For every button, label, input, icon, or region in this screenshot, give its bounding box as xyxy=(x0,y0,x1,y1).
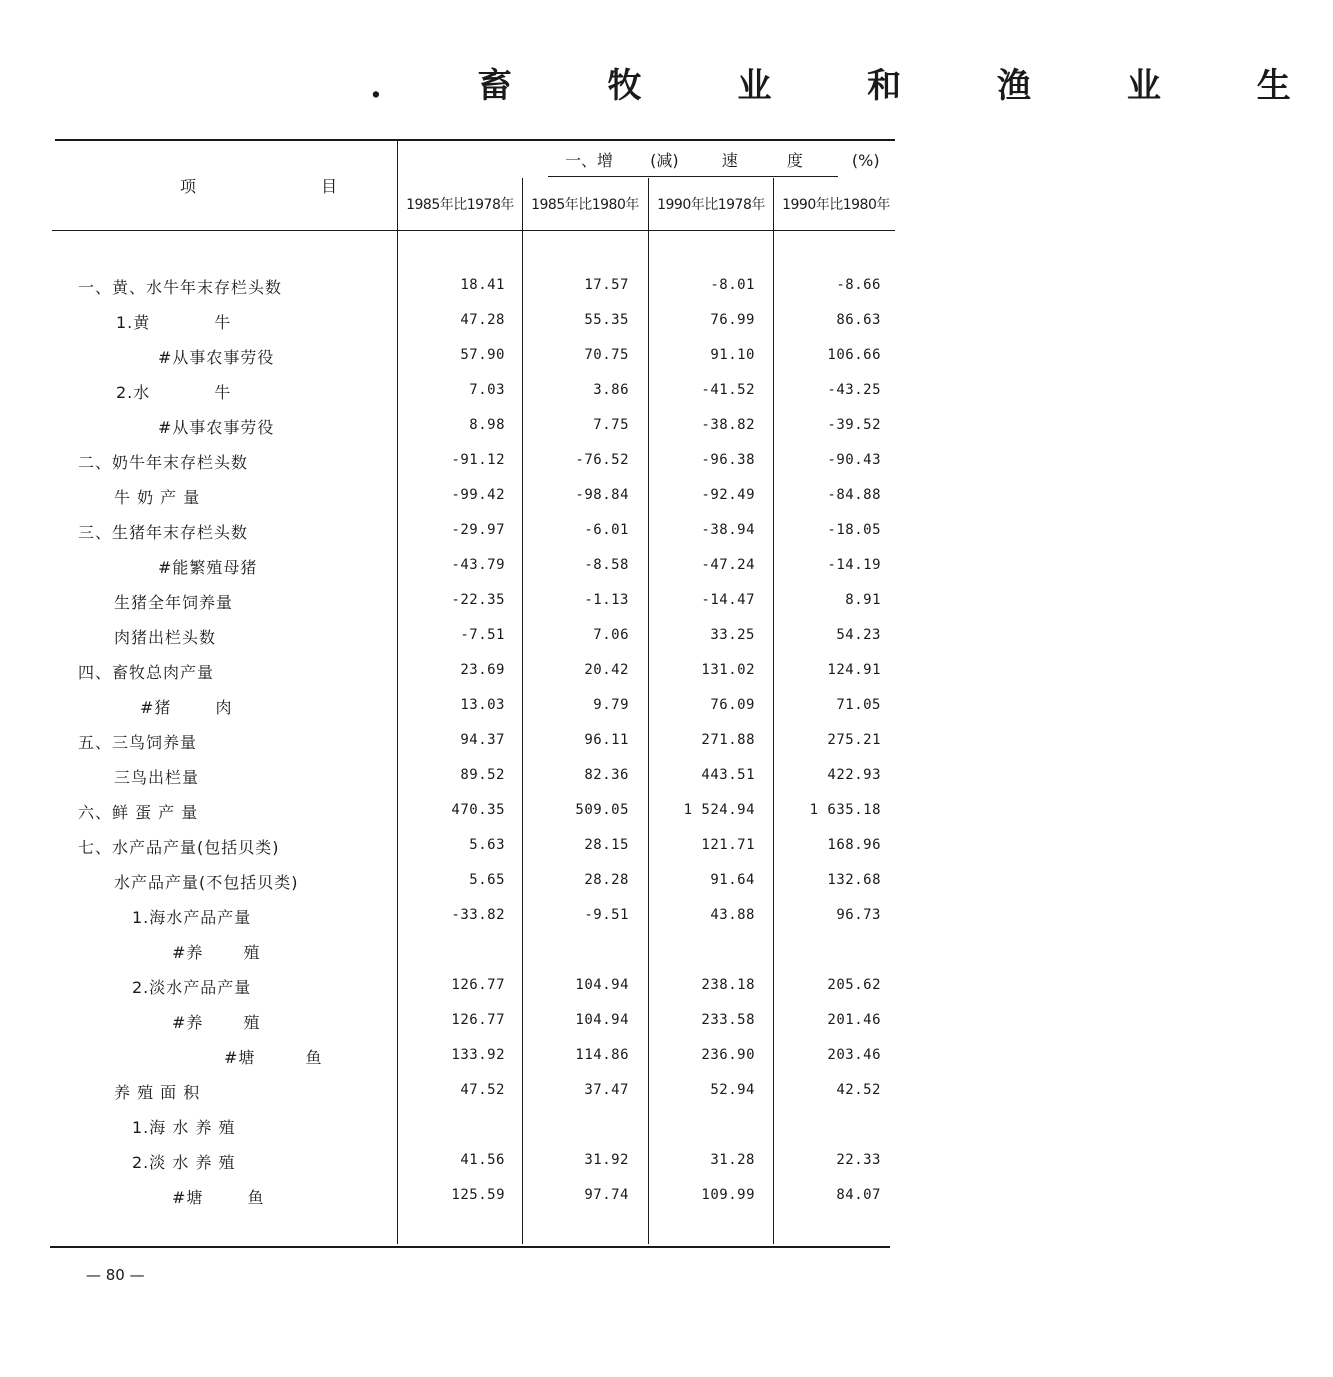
table-row xyxy=(0,555,900,590)
row-label: 三、生猪年末存栏头数 xyxy=(78,523,249,542)
row-value: -38.94 xyxy=(701,522,755,538)
row-value: 22.33 xyxy=(836,1152,881,1168)
row-value: -41.52 xyxy=(701,382,755,398)
row-value: 7.75 xyxy=(593,417,629,433)
row-value: -33.82 xyxy=(451,907,505,923)
table-row xyxy=(0,380,900,415)
row-value: 8.91 xyxy=(845,592,881,608)
row-value: 509.05 xyxy=(575,802,629,818)
column-header: 1990年比1980年 xyxy=(782,197,890,213)
row-value: 89.52 xyxy=(460,767,505,783)
row-value: 13.03 xyxy=(460,697,505,713)
row-value: -14.19 xyxy=(827,557,881,573)
row-value: -90.43 xyxy=(827,452,881,468)
row-value: 97.74 xyxy=(584,1187,629,1203)
row-label: 六、鲜 蛋 产 量 xyxy=(78,803,199,822)
header-group-paren: (减) xyxy=(650,151,679,170)
row-value: -43.79 xyxy=(451,557,505,573)
table-row xyxy=(0,1115,900,1150)
table-row xyxy=(0,695,900,730)
row-value: 275.21 xyxy=(827,732,881,748)
row-value: -38.82 xyxy=(701,417,755,433)
row-value: 203.46 xyxy=(827,1047,881,1063)
row-value: 7.03 xyxy=(469,382,505,398)
header-group-prefix: 一、增 xyxy=(565,151,614,170)
row-label: #从事农事劳役 xyxy=(158,348,275,367)
row-label: 2.淡 水 养 殖 xyxy=(132,1153,236,1172)
header-bottom-rule xyxy=(52,230,895,231)
header-group-label xyxy=(565,148,880,171)
row-value: 52.94 xyxy=(710,1082,755,1098)
row-label: 七、水产品产量(包括贝类) xyxy=(78,838,280,857)
row-value: -6.01 xyxy=(584,522,629,538)
row-label: #猪 肉 xyxy=(140,698,233,717)
row-value: 201.46 xyxy=(827,1012,881,1028)
row-value: 42.52 xyxy=(836,1082,881,1098)
row-value: 422.93 xyxy=(827,767,881,783)
row-value: 91.10 xyxy=(710,347,755,363)
table-row xyxy=(0,275,900,310)
row-label: #能繁殖母猪 xyxy=(158,558,258,577)
row-value: 28.15 xyxy=(584,837,629,853)
row-value: -91.12 xyxy=(451,452,505,468)
row-label: 牛 奶 产 量 xyxy=(114,488,201,507)
row-value: 8.98 xyxy=(469,417,505,433)
row-value: 76.99 xyxy=(710,312,755,328)
table-row xyxy=(0,1080,900,1115)
table-row xyxy=(0,765,900,800)
row-value: 236.90 xyxy=(701,1047,755,1063)
table-row xyxy=(0,450,900,485)
row-value: 5.63 xyxy=(469,837,505,853)
row-label: 1.海水产品产量 xyxy=(132,908,252,927)
table-row xyxy=(0,625,900,660)
row-value: -9.51 xyxy=(584,907,629,923)
row-value: 84.07 xyxy=(836,1187,881,1203)
row-value: 31.92 xyxy=(584,1152,629,1168)
row-value: 82.36 xyxy=(584,767,629,783)
row-value: -92.49 xyxy=(701,487,755,503)
row-value: 3.86 xyxy=(593,382,629,398)
row-label: #养 殖 xyxy=(172,1013,261,1032)
row-value: 91.64 xyxy=(710,872,755,888)
row-value: -39.52 xyxy=(827,417,881,433)
table-row xyxy=(0,415,900,450)
row-value: 20.42 xyxy=(584,662,629,678)
header-group-unit: (%) xyxy=(851,151,880,170)
row-value: 168.96 xyxy=(827,837,881,853)
row-label: 1.海 水 养 殖 xyxy=(132,1118,236,1137)
row-value: 126.77 xyxy=(451,1012,505,1028)
row-value: 96.73 xyxy=(836,907,881,923)
row-value: 86.63 xyxy=(836,312,881,328)
row-value: 54.23 xyxy=(836,627,881,643)
row-value: 7.06 xyxy=(593,627,629,643)
table-bottom-rule xyxy=(50,1246,890,1248)
row-value: 18.41 xyxy=(460,277,505,293)
row-value: 9.79 xyxy=(593,697,629,713)
row-label: 生猪全年饲养量 xyxy=(114,593,234,612)
table-row xyxy=(0,310,900,345)
row-value: -84.88 xyxy=(827,487,881,503)
table-row xyxy=(0,660,900,695)
row-label: 一、黄、水牛年末存栏头数 xyxy=(78,278,283,297)
row-value: 131.02 xyxy=(701,662,755,678)
row-value: -8.66 xyxy=(836,277,881,293)
row-value: -14.47 xyxy=(701,592,755,608)
table-row xyxy=(0,1150,900,1185)
table-row xyxy=(0,1045,900,1080)
row-value: 109.99 xyxy=(701,1187,755,1203)
row-value: 17.57 xyxy=(584,277,629,293)
row-value: 31.28 xyxy=(710,1152,755,1168)
header-group-degree: 度 xyxy=(786,151,803,170)
page-number: — 80 — xyxy=(86,1266,145,1284)
row-value: 124.91 xyxy=(827,662,881,678)
row-label: #从事农事劳役 xyxy=(158,418,275,437)
row-label: 三鸟出栏量 xyxy=(114,768,200,787)
table-row xyxy=(0,1185,900,1220)
row-value: -76.52 xyxy=(575,452,629,468)
table-row xyxy=(0,940,900,975)
table-row xyxy=(0,905,900,940)
row-value: 37.47 xyxy=(584,1082,629,1098)
row-value: -47.24 xyxy=(701,557,755,573)
row-value: -43.25 xyxy=(827,382,881,398)
table-row xyxy=(0,590,900,625)
table-row xyxy=(0,730,900,765)
row-value: 104.94 xyxy=(575,977,629,993)
row-value: 33.25 xyxy=(710,627,755,643)
row-label: #养 殖 xyxy=(172,943,261,962)
row-value: 96.11 xyxy=(584,732,629,748)
row-value: 76.09 xyxy=(710,697,755,713)
row-value: 132.68 xyxy=(827,872,881,888)
row-value: 233.58 xyxy=(701,1012,755,1028)
row-value: 47.28 xyxy=(460,312,505,328)
row-value: 94.37 xyxy=(460,732,505,748)
row-label: 2.淡水产品产量 xyxy=(132,978,252,997)
table-row xyxy=(0,870,900,905)
column-header: 1985年比1980年 xyxy=(531,197,639,213)
row-value: -99.42 xyxy=(451,487,505,503)
row-value: 70.75 xyxy=(584,347,629,363)
row-label: #塘 鱼 xyxy=(224,1048,323,1067)
table-row xyxy=(0,485,900,520)
row-label: #塘 鱼 xyxy=(172,1188,265,1207)
row-value: 55.35 xyxy=(584,312,629,328)
row-value: 238.18 xyxy=(701,977,755,993)
row-value: -18.05 xyxy=(827,522,881,538)
row-value: 114.86 xyxy=(575,1047,629,1063)
row-value: 133.92 xyxy=(451,1047,505,1063)
table-row xyxy=(0,800,900,835)
row-label: 2.水 牛 xyxy=(116,383,232,402)
row-value: 126.77 xyxy=(451,977,505,993)
row-value: 1 635.18 xyxy=(809,802,881,818)
row-label: 1.黄 牛 xyxy=(116,313,232,332)
row-value: 5.65 xyxy=(469,872,505,888)
row-value: 271.88 xyxy=(701,732,755,748)
row-value: 125.59 xyxy=(451,1187,505,1203)
column-header: 1985年比1978年 xyxy=(406,197,514,213)
row-label: 五、三鸟饲养量 xyxy=(78,733,198,752)
row-value: 443.51 xyxy=(701,767,755,783)
table-row xyxy=(0,975,900,1010)
header-item-label: 项 目 xyxy=(180,177,398,196)
row-value: 106.66 xyxy=(827,347,881,363)
row-value: -22.35 xyxy=(451,592,505,608)
row-value: -1.13 xyxy=(584,592,629,608)
row-label: 水产品产量(不包括贝类) xyxy=(114,873,299,892)
row-label: 二、奶牛年末存栏头数 xyxy=(78,453,249,472)
row-value: -29.97 xyxy=(451,522,505,538)
row-label: 养 殖 面 积 xyxy=(114,1083,201,1102)
table-top-rule xyxy=(55,139,895,141)
row-value: 41.56 xyxy=(460,1152,505,1168)
row-value: -7.51 xyxy=(460,627,505,643)
row-value: 1 524.94 xyxy=(683,802,755,818)
column-header: 1990年比1978年 xyxy=(657,197,765,213)
row-value: 121.71 xyxy=(701,837,755,853)
page-title: . 畜 牧 业 和 渔 业 生 xyxy=(370,66,1333,106)
row-value: -98.84 xyxy=(575,487,629,503)
row-value: 23.69 xyxy=(460,662,505,678)
row-value: 71.05 xyxy=(836,697,881,713)
row-value: 47.52 xyxy=(460,1082,505,1098)
header-group-speed: 速 xyxy=(721,151,738,170)
row-label: 四、畜牧总肉产量 xyxy=(78,663,215,682)
row-value: -8.58 xyxy=(584,557,629,573)
row-value: 57.90 xyxy=(460,347,505,363)
table-row xyxy=(0,1010,900,1045)
table-row xyxy=(0,520,900,555)
row-value: 205.62 xyxy=(827,977,881,993)
row-value: 104.94 xyxy=(575,1012,629,1028)
row-value: 43.88 xyxy=(710,907,755,923)
row-value: 470.35 xyxy=(451,802,505,818)
row-value: -8.01 xyxy=(710,277,755,293)
group-underline xyxy=(548,176,838,177)
table-row xyxy=(0,345,900,380)
row-label: 肉猪出栏头数 xyxy=(114,628,217,647)
row-value: 28.28 xyxy=(584,872,629,888)
table-row xyxy=(0,835,900,870)
row-value: -96.38 xyxy=(701,452,755,468)
